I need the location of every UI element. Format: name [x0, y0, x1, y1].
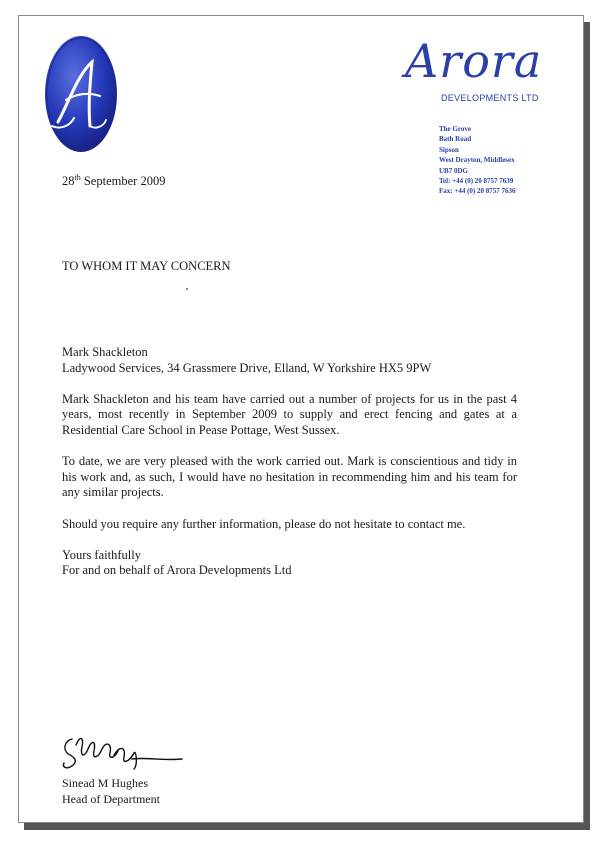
salutation: TO WHOM IT MAY CONCERN [62, 259, 231, 273]
letter-date [62, 173, 165, 189]
letter-body [62, 345, 517, 579]
brand-name: Arora [405, 34, 543, 88]
signer-name: Sinead M Hughes [62, 776, 148, 790]
address-line: West Drayton, Middlesex [439, 156, 515, 165]
address-line: Sipson [439, 145, 459, 154]
date-suffix: th [74, 173, 81, 182]
address-line: Fax: +44 (0) 20 8757 7636 [439, 187, 516, 196]
scan-speck [186, 288, 188, 290]
address-line: Bath Road [439, 135, 472, 144]
recipient-address: Ladywood Services, 34 Grassmere Drive, Elland, W Yorkshire HX5 9PW [62, 360, 432, 375]
handwritten-signature [58, 725, 188, 773]
address-line: The Grove [439, 125, 471, 133]
closing: Yours faithfully [62, 547, 141, 562]
date-day: 28 [62, 174, 75, 189]
recipient-name: Mark Shackleton [62, 345, 148, 359]
signer-title: Head of Department [62, 792, 160, 806]
signer-block [62, 775, 160, 807]
brand-subtitle: DEVELOPMENTS LTD [441, 93, 539, 103]
brand-block [405, 34, 565, 108]
company-address [439, 124, 516, 197]
address-line: UB7 0DG [439, 166, 468, 175]
address-line: Tel: +44 (0) 20 8757 7639 [439, 177, 514, 186]
body-paragraph: Should you require any further information, please do not hesitate to contact me. [62, 516, 466, 531]
arora-logo-emblem [44, 34, 118, 154]
on-behalf-line: For and on behalf of Arora Developments Ltd [62, 563, 292, 578]
body-paragraph: Mark Shackleton and his team have carried out a number of projects for us in the past 4 years, most recently in September 2009 to supply and erect fencing and gates at a Residential Care School in Pease Pottage, West Sussex. [62, 391, 517, 437]
body-paragraph: To date, we are very pleased with the work carried out. Mark is conscientious and tidy in his work and, as such, I would have no hesitation in recommending him and his team for any similar projects. [62, 454, 517, 500]
date-rest: September 2009 [80, 174, 166, 189]
